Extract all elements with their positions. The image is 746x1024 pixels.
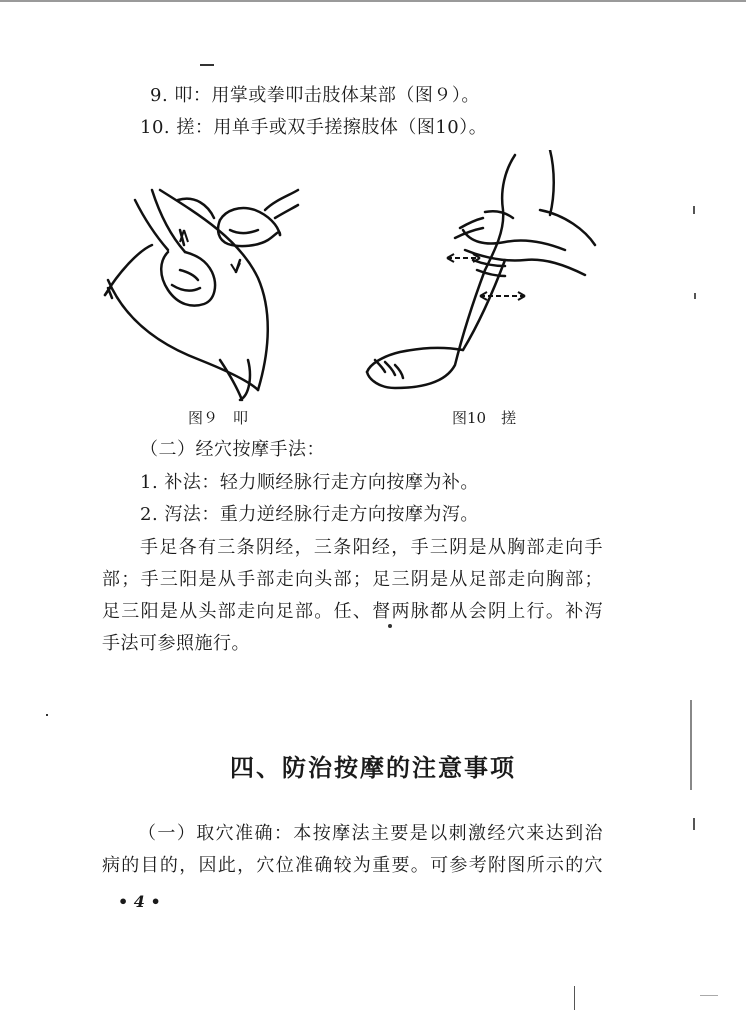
scan-mark bbox=[700, 995, 718, 996]
paragraph-line-2: 部；手三阳是从手部走向头部；足三阴是从足部走向胸部； bbox=[102, 569, 603, 590]
scan-mark bbox=[574, 986, 575, 1010]
section-2-item-1: 1. 补法：轻力顺经脉行走方向按摩为补。 bbox=[140, 472, 479, 493]
section-2-title: （二）经穴按摩手法： bbox=[140, 439, 325, 460]
scan-mark bbox=[693, 818, 695, 830]
page-top-border bbox=[0, 0, 746, 2]
section-2-item-2: 2. 泻法：重力逆经脉行走方向按摩为泻。 bbox=[140, 504, 479, 525]
paragraph-line-3: 足三阳是从头部走向足部。任、督两脉都从会阴上行。补泻 bbox=[102, 601, 603, 622]
paragraph-line-4: 手法可参照施行。 bbox=[102, 633, 250, 654]
chapter-paragraph-line-1: （一）取穴准确：本按摩法主要是以刺激经穴来达到治 bbox=[138, 823, 603, 844]
page-number: • 4 • bbox=[118, 892, 161, 911]
figure-9-illustration bbox=[100, 160, 300, 410]
figure-10-illustration bbox=[355, 150, 605, 400]
item-10-text: 10. 搓：用单手或双手搓擦肢体（图10）。 bbox=[140, 117, 488, 138]
scan-mark bbox=[693, 206, 695, 214]
chapter-paragraph-line-2: 病的目的，因此，穴位准确较为重要。可参考附图所示的穴 bbox=[102, 855, 603, 876]
scan-mark bbox=[690, 700, 692, 790]
figure-9-caption: 图９ 叩 bbox=[188, 409, 249, 427]
ink-dot bbox=[388, 624, 392, 628]
paragraph-line-1: 手足各有三条阴经，三条阳经，手三阴是从胸部走向手 bbox=[140, 537, 603, 558]
chapter-heading: 四、防治按摩的注意事项 bbox=[230, 754, 516, 782]
ink-dot bbox=[46, 714, 48, 716]
scan-mark bbox=[694, 293, 696, 299]
ink-speck bbox=[200, 64, 214, 66]
item-9-text: 9. 叩：用掌或拳叩击肢体某部（图９）。 bbox=[150, 85, 480, 106]
figure-10-caption: 图10 搓 bbox=[452, 409, 517, 427]
